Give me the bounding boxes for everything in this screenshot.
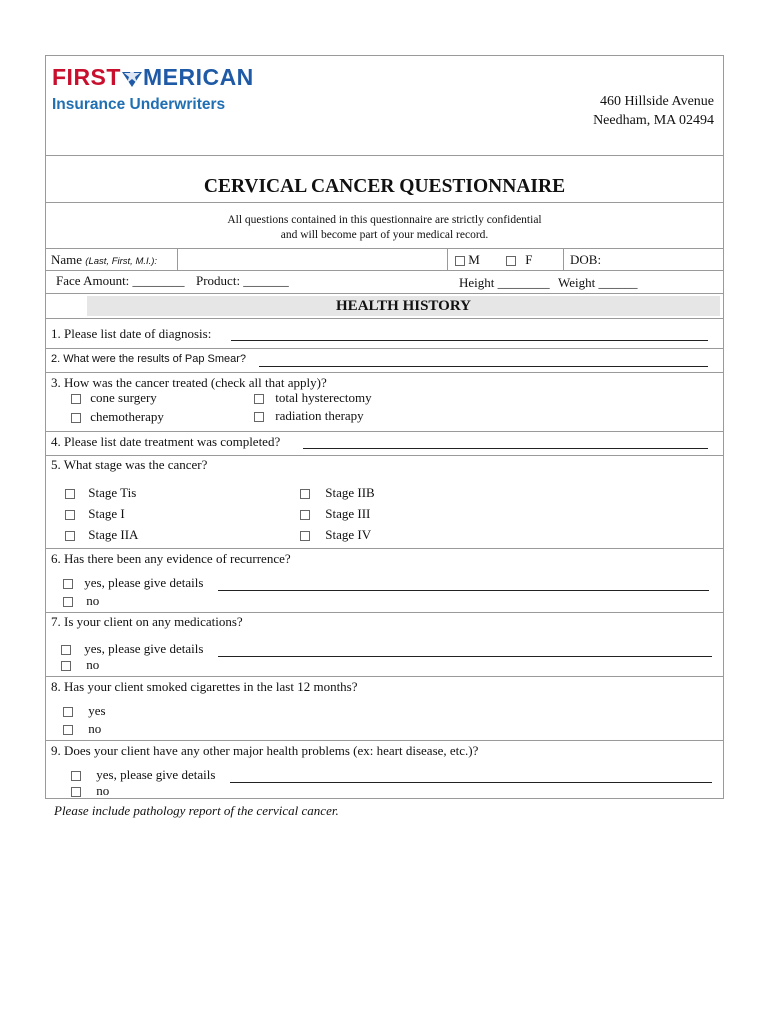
checkbox[interactable] (65, 531, 75, 541)
option-label: yes, please give details (84, 575, 204, 590)
company-address (593, 92, 714, 130)
option-stage-iia[interactable] (65, 527, 138, 543)
divider (45, 318, 724, 319)
checkbox[interactable] (71, 413, 81, 423)
company-logo (52, 64, 254, 91)
option-chemotherapy[interactable] (71, 409, 164, 425)
divider (45, 548, 724, 549)
checkbox[interactable] (63, 707, 73, 717)
divider (45, 676, 724, 677)
question-9: 9. Does your client have any other major health problems (ex: heart disease, etc.)? (51, 743, 479, 758)
checkbox[interactable] (61, 661, 71, 671)
page-title: CERVICAL CANCER QUESTIONNAIRE (203, 176, 566, 197)
option-no[interactable] (63, 721, 101, 737)
option-yes[interactable] (61, 641, 203, 657)
name-field[interactable] (181, 250, 443, 268)
checkbox[interactable] (71, 394, 81, 404)
option-label: Stage IV (325, 527, 372, 542)
logo-text-first: FIRST (52, 64, 121, 90)
star-a-icon (121, 66, 143, 88)
sex-male-option[interactable] (455, 252, 480, 268)
option-label: yes (88, 703, 106, 718)
checkbox[interactable] (63, 597, 73, 607)
option-label: chemotherapy (90, 409, 164, 424)
option-total-hysterectomy[interactable] (254, 390, 372, 406)
option-no[interactable] (63, 593, 99, 609)
divider (45, 740, 724, 741)
name-cell-divider (563, 248, 564, 270)
checkbox[interactable] (71, 787, 81, 797)
sex-female-option[interactable] (506, 252, 532, 268)
option-label: total hysterectomy (275, 390, 372, 405)
checkbox[interactable] (300, 489, 310, 499)
section-header: HEALTH HISTORY (336, 298, 471, 314)
option-stage-tis[interactable] (65, 485, 136, 501)
female-label: F (525, 252, 533, 267)
checkbox[interactable] (65, 510, 75, 520)
question-8: 8. Has your client smoked cigarettes in the last 12 months? (51, 679, 358, 694)
checkbox[interactable] (71, 771, 81, 781)
option-label: Stage III (325, 506, 371, 521)
checkbox[interactable] (254, 394, 264, 404)
option-radiation-therapy[interactable] (254, 408, 364, 424)
answer-line-7[interactable] (218, 656, 712, 657)
checkbox[interactable] (254, 412, 264, 422)
answer-line-6[interactable] (218, 590, 709, 591)
answer-line-2[interactable] (259, 366, 708, 367)
option-yes[interactable] (71, 767, 215, 783)
weight-field[interactable]: Weight ______ (558, 275, 638, 290)
option-stage-iii[interactable] (300, 506, 370, 522)
checkbox[interactable] (65, 489, 75, 499)
divider (45, 202, 724, 203)
option-label: Stage I (88, 506, 125, 521)
male-label: M (468, 252, 480, 267)
question-3: 3. How was the cancer treated (check all that apply)? (51, 375, 327, 390)
option-label: no (88, 721, 102, 736)
option-no[interactable] (61, 657, 99, 673)
confidential-note (45, 213, 724, 243)
option-yes[interactable] (63, 575, 203, 591)
option-no[interactable] (71, 783, 109, 799)
option-label: Stage IIA (88, 527, 139, 542)
dob-label: DOB: (570, 252, 602, 267)
option-label: Stage Tis (88, 485, 137, 500)
option-label: yes, please give details (96, 767, 216, 782)
divider (45, 455, 724, 456)
height-field[interactable]: Height ________ (459, 275, 550, 290)
checkbox[interactable] (300, 531, 310, 541)
face-amount-field[interactable]: Face Amount: ________ (56, 273, 185, 288)
divider (45, 348, 724, 349)
divider (45, 270, 724, 271)
product-field[interactable]: Product: _______ (196, 273, 289, 288)
option-yes[interactable] (63, 703, 106, 719)
option-cone-surgery[interactable] (71, 390, 157, 406)
divider (45, 372, 724, 373)
address-line-2: Needham, MA 02494 (593, 113, 714, 128)
confidential-line-2: and will become part of your medical record. (280, 229, 489, 241)
divider (45, 248, 724, 249)
checkbox[interactable] (300, 510, 310, 520)
question-5: 5. What stage was the cancer? (51, 457, 208, 472)
dob-field[interactable] (604, 250, 720, 268)
question-2: 2. What were the results of Pap Smear? (51, 353, 247, 365)
name-label-text: Name (51, 252, 83, 267)
option-label: no (86, 657, 100, 672)
answer-line-1[interactable] (231, 340, 708, 341)
option-label: no (96, 783, 110, 798)
logo-subtitle: Insurance Underwriters (52, 96, 226, 113)
option-label: yes, please give details (84, 641, 204, 656)
question-6: 6. Has there been any evidence of recurrence? (51, 551, 291, 566)
checkbox[interactable] (63, 725, 73, 735)
option-stage-iib[interactable] (300, 485, 375, 501)
footer-note: Please include pathology report of the cervical cancer. (54, 803, 339, 818)
confidential-line-1: All questions contained in this questionnaire are strictly confidential (227, 214, 542, 226)
option-label: radiation therapy (275, 408, 364, 423)
name-label (51, 252, 157, 268)
name-cell-divider (177, 248, 178, 270)
checkbox-female[interactable] (506, 256, 516, 266)
address-line-1: 460 Hillside Avenue (599, 94, 714, 109)
option-label: Stage IIB (325, 485, 375, 500)
option-label: cone surgery (90, 390, 157, 405)
question-7: 7. Is your client on any medications? (51, 614, 243, 629)
answer-line-9[interactable] (230, 782, 712, 783)
checkbox[interactable] (61, 645, 71, 655)
divider (45, 612, 724, 613)
name-cell-divider (447, 248, 448, 270)
option-label: no (86, 593, 100, 608)
option-stage-i[interactable] (65, 506, 125, 522)
divider (45, 293, 724, 294)
checkbox-male[interactable] (455, 256, 465, 266)
checkbox[interactable] (63, 579, 73, 589)
name-hint: (Last, First, M.I.): (85, 256, 158, 267)
answer-line-4[interactable] (303, 448, 708, 449)
divider (45, 155, 724, 156)
divider (45, 431, 724, 432)
question-4: 4. Please list date treatment was completed? (51, 434, 281, 449)
question-1: 1. Please list date of diagnosis: (51, 326, 212, 341)
option-stage-iv[interactable] (300, 527, 371, 543)
logo-text-american: MERICAN (142, 64, 254, 90)
